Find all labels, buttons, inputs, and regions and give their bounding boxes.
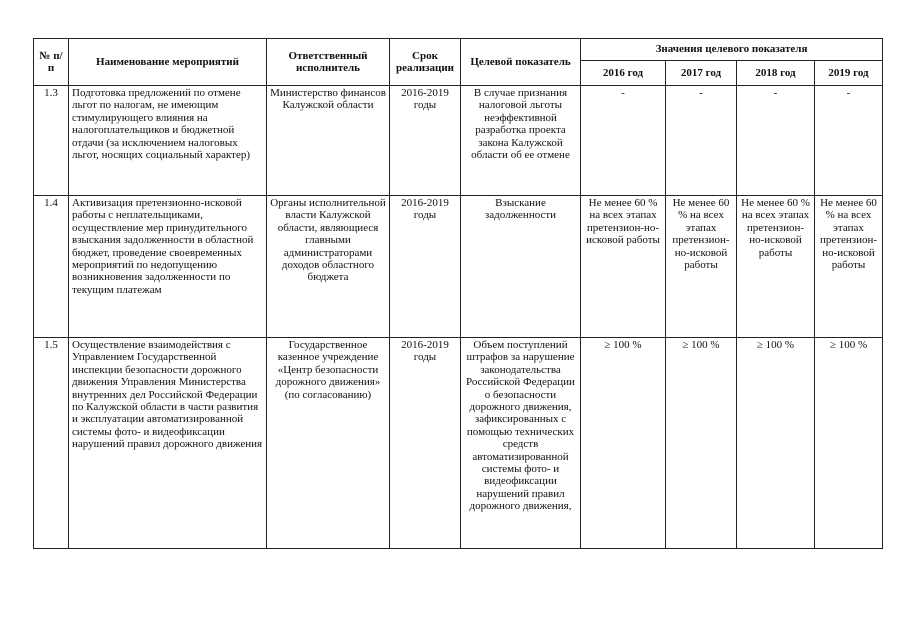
table-row xyxy=(34,86,883,196)
row-num: 1.5 xyxy=(34,338,69,549)
row-value: Не менее 60 % на всех этапах претензион-но-исковой работы xyxy=(737,196,815,338)
row-term: 2016-2019 годы xyxy=(390,86,461,196)
row-num: 1.3 xyxy=(34,86,69,196)
header-year: 2016 год xyxy=(581,61,666,86)
header-name: Наименование мероприятий xyxy=(69,39,267,86)
row-executor: Органы исполнительной власти Калужской области, являющиеся главными администраторами доходов областного бюджета xyxy=(267,196,390,338)
table-row xyxy=(34,196,883,338)
row-value: - xyxy=(666,86,737,196)
header-year: 2017 год xyxy=(666,61,737,86)
row-value: - xyxy=(581,86,666,196)
header-year: 2019 год xyxy=(815,61,883,86)
row-value: Не менее 60 % на всех этапах претензион-но-исковой работы xyxy=(815,196,883,338)
row-executor: Министерство финансов Калужской области xyxy=(267,86,390,196)
row-name: Подготовка предложений по отмене льгот по налогам, не имеющим стимулирующего влияния на налогоплательщиков и бюджетной отдачи (за исключением налоговых льгот, носящих социальный характер) xyxy=(69,86,267,196)
row-executor: Государственное казенное учреждение «Центр безопасности дорожного движения» (по согласованию) xyxy=(267,338,390,549)
header-executor: Ответственный исполнитель xyxy=(267,39,390,86)
row-value: - xyxy=(815,86,883,196)
row-value: ≥ 100 % xyxy=(737,338,815,549)
row-name: Активизация претензионно-исковой работы с неплательщиками, осуществление мер принудительного взыскания задолженности в областной бюджет, проведение своевременных мероприятий по недопущению возникновения задолженности по текущим платежам xyxy=(69,196,267,338)
header-row xyxy=(34,39,883,61)
row-indicator: В случае признания налоговой льготы неэффективной разработка проекта закона Калужской области об ее отмене xyxy=(461,86,581,196)
header-indicator: Целевой показатель xyxy=(461,39,581,86)
row-indicator: Взыскание задолженности xyxy=(461,196,581,338)
row-value: Не менее 60 % на всех этапах претензион-но-исковой работы xyxy=(581,196,666,338)
row-term: 2016-2019 годы xyxy=(390,196,461,338)
header-year: 2018 год xyxy=(737,61,815,86)
row-value: ≥ 100 % xyxy=(666,338,737,549)
row-value: - xyxy=(737,86,815,196)
row-num: 1.4 xyxy=(34,196,69,338)
header-values-group: Значения целевого показателя xyxy=(581,39,883,61)
header-term: Срок реализации xyxy=(390,39,461,86)
row-value: ≥ 100 % xyxy=(581,338,666,549)
row-name: Осуществление взаимодействия с Управлением Государственной инспекции безопасности дорожного движения Управления Министерства внутренних дел Российской Федерации по Калужской области в части развития и эксплуатации автоматизированной системы фото- и видеофиксации нарушений правил дорожного движения xyxy=(69,338,267,549)
document-sheet xyxy=(33,38,878,549)
row-term: 2016-2019 годы xyxy=(390,338,461,549)
header-num: № п/п xyxy=(34,39,69,86)
table-row xyxy=(34,338,883,549)
row-value: ≥ 100 % xyxy=(815,338,883,549)
row-value: Не менее 60 % на всех этапах претензион-но-исковой работы xyxy=(666,196,737,338)
target-indicators-table xyxy=(33,38,883,549)
row-indicator: Объем поступлений штрафов за нарушение законодательства Российской Федерации о безопасности дорожного движения, зафиксированных с помощью технических средств автоматизированной системы фото- и видеофиксации нарушений правил дорожного движения, xyxy=(461,338,581,549)
